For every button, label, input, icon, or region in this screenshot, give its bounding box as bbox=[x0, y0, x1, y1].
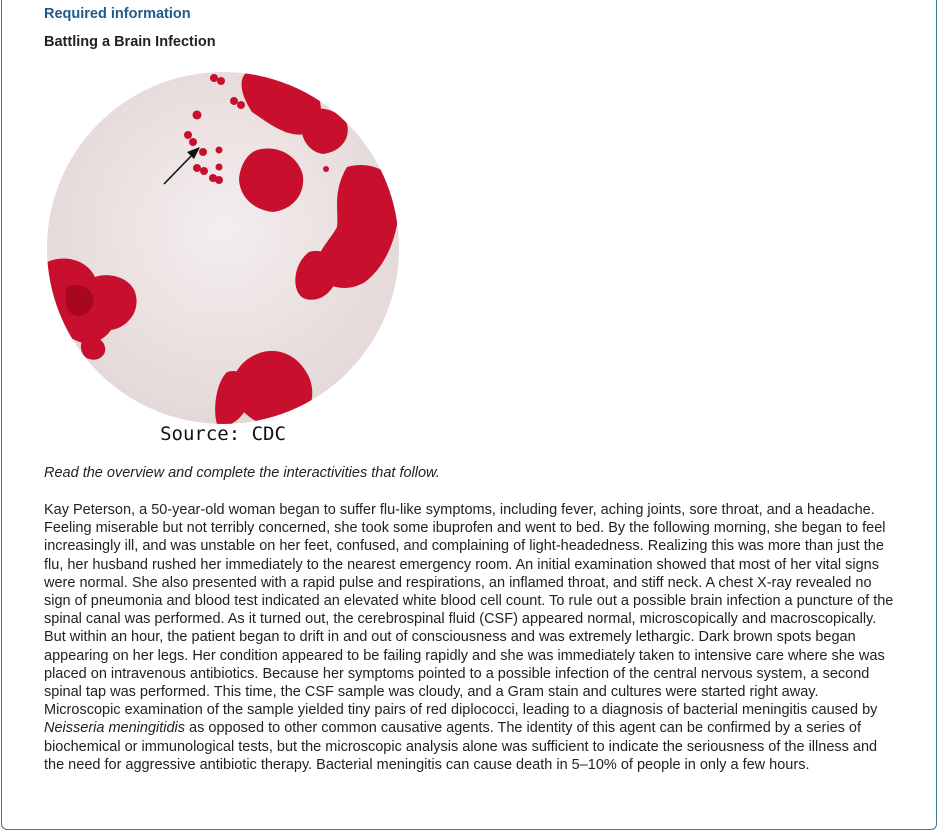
instructions-text: Read the overview and complete the interactivities that follow. bbox=[44, 465, 440, 481]
organism-name: Neisseria meningitidis bbox=[44, 720, 186, 737]
required-information-label: Required information bbox=[44, 6, 191, 22]
overview-paragraph bbox=[44, 501, 894, 774]
micrograph-image bbox=[47, 72, 399, 424]
overview-text-part-1: Kay Peterson, a 50-year-old woman began to suffer flu-like symptoms, including fever, aching joints, sore throat, and a headache. Feeling miserable but not terribly concerned, she took some ibuprofen and went to bed. By the following morning, she began to feel increasingly ill, and was unstable on her feet, confused, and complaining of light-headedness. Realizing this was more than just the flu, her husband rushed her immediately to the nearest emergency room. An initial examination showed that most of her vital signs were normal. She also presented with a rapid pulse and respirations, an inflamed throat, and stiff neck. A chest X-ray revealed no sign of pneumonia and blood test indicated an elevated white blood cell count. To rule out a possible brain infection a puncture of the spinal canal was performed. As it turned out, the cerebrospinal fluid (CSF) appeared normal, microscopically and macroscopically. But within an hour, the patient began to drift in and out of consciousness and was extremely lethargic. Dark brown spots began appearing on her legs. Her condition appeared to be failing rapidly and she was immediately taken to intensive care where she was placed on intravenous antibiotics. Because her symptoms pointed to a possible infection of the central nervous system, a second spinal tap was performed. This time, the CSF sample was cloudy, and a Gram stain and cultures were started right away. Microscopic examination of the sample yielded tiny pairs of red diplococci, leading to a diagnosis of bacterial meningitis caused by bbox=[44, 502, 894, 719]
section-title: Battling a Brain Infection bbox=[44, 34, 216, 50]
overview-text-part-2: as opposed to other common causative agents. The identity of this agent can be confirmed by a series of biochemical or immunological tests, but the microscopic analysis alone was sufficient to indicate the seriousness of the illness and the need for aggressive antibiotic therapy. Bacterial meningitis can cause death in 5–10% of people in only a few hours. bbox=[44, 720, 878, 773]
image-source-caption: Source: CDC bbox=[160, 423, 286, 445]
